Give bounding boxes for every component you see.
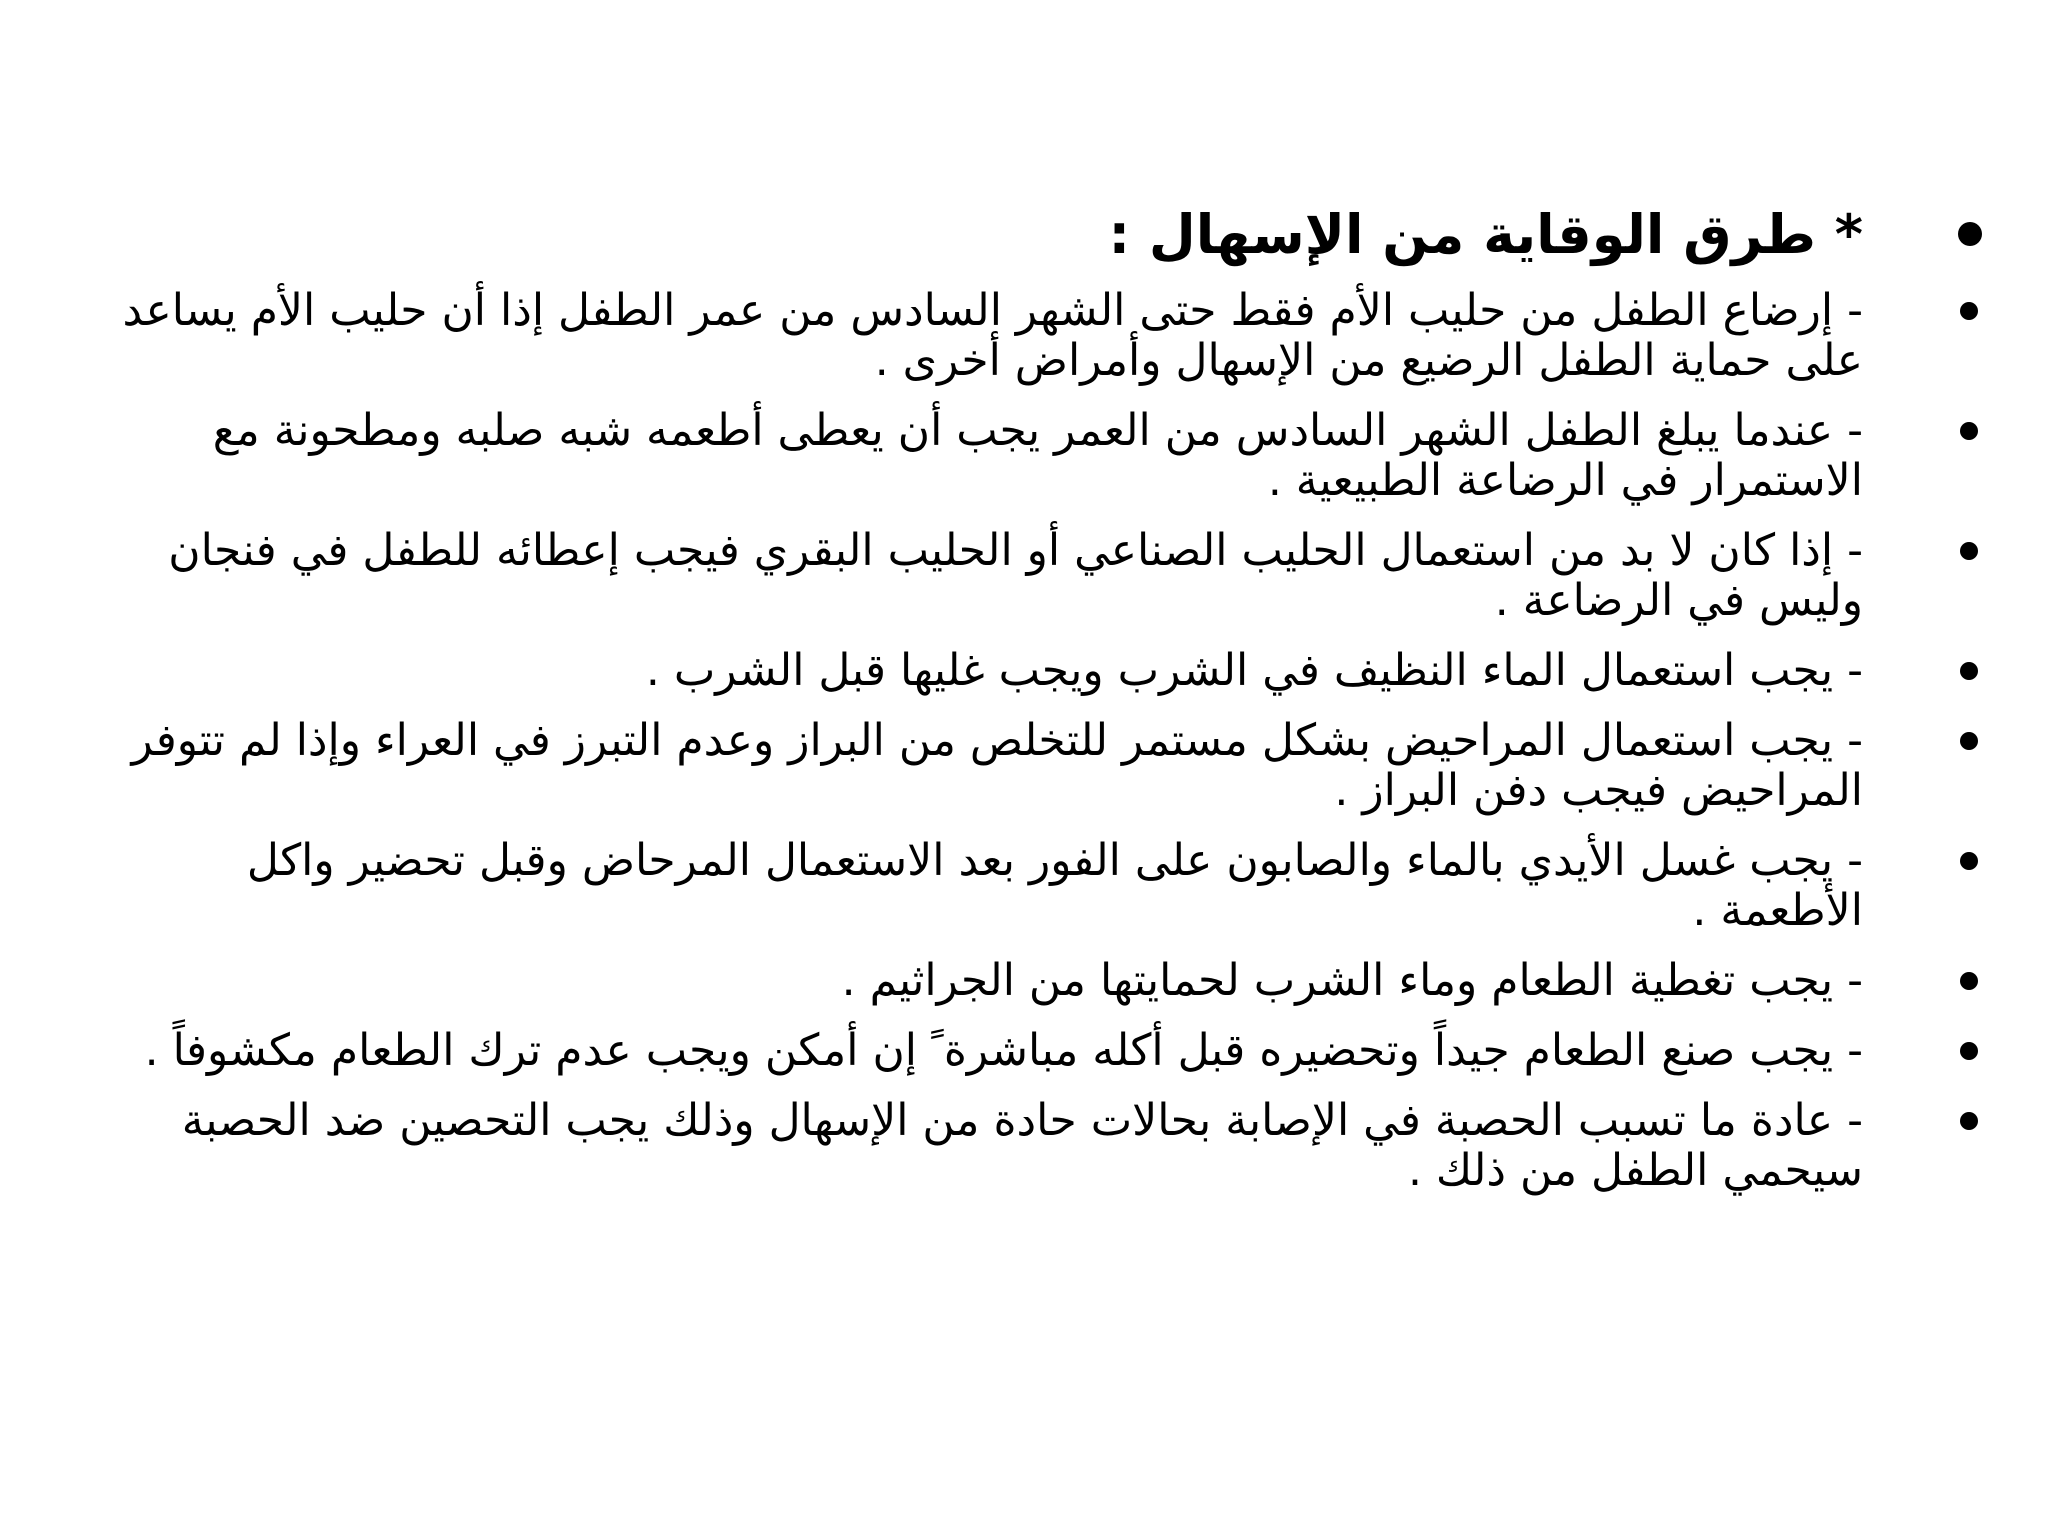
list-item-text: - يجب صنع الطعام جيداً وتحضيره قبل أكله مباشرة ً إن أمكن ويجب عدم ترك الطعام مكشوفاً .	[144, 1025, 1863, 1076]
slide-heading	[28, 200, 1978, 270]
list-item	[28, 1026, 1978, 1076]
list-item-text: - إرضاع الطفل من حليب الأم فقط حتى الشهر السادس من عمر الطفل إذا أن حليب الأم يساعد على حماية الطفل الرضيع من الإسهال وأمراض أخرى .	[122, 285, 1863, 386]
list-item-text: - يجب تغطية الطعام وماء الشرب لحمايتها من الجراثيم .	[841, 955, 1863, 1006]
list-item	[28, 646, 1978, 696]
list-item-text: - إذا كان لا بد من استعمال الحليب الصناعي أو الحليب البقري فيجب إعطائه للطفل في فنجان وليس في الرضاعة .	[168, 525, 1863, 626]
list-item	[28, 286, 1978, 386]
bullet-icon	[1960, 662, 1978, 680]
list-item-text: - عندما يبلغ الطفل الشهر السادس من العمر يجب أن يعطى أطعمه شبه صلبه ومطحونة مع الاستمرار في الرضاعة الطبيعية .	[212, 405, 1863, 506]
bullet-icon	[1960, 1042, 1978, 1060]
list-item	[28, 526, 1978, 626]
bullet-icon	[1960, 972, 1978, 990]
bullet-icon	[1960, 422, 1978, 440]
list-item-text: - يجب استعمال المراحيض بشكل مستمر للتخلص من البراز وعدم التبرز في العراء وإذا لم تتوفر المراحيض فيجب دفن البراز .	[131, 715, 1863, 816]
bullet-icon	[1960, 302, 1978, 320]
bullet-icon	[1960, 1112, 1978, 1130]
list-item-text: - عادة ما تسبب الحصبة في الإصابة بحالات حادة من الإسهال وذلك يجب التحصين ضد الحصبة سيحمي الطفل من ذلك .	[181, 1095, 1863, 1196]
bullet-icon	[1960, 732, 1978, 750]
bullet-icon	[1958, 222, 1982, 246]
heading-text: * طرق الوقاية من الإسهال :	[1108, 203, 1863, 266]
list-item	[28, 836, 1978, 936]
bullet-icon	[1960, 852, 1978, 870]
list-item	[28, 956, 1978, 1006]
list-item-text: - يجب غسل الأيدي بالماء والصابون على الفور بعد الاستعمال المرحاض وقبل تحضير واكل الأطعمة .	[246, 835, 1863, 936]
list-item-text: - يجب استعمال الماء النظيف في الشرب ويجب غليها قبل الشرب .	[645, 645, 1863, 696]
list-item	[28, 716, 1978, 816]
bullet-list	[28, 200, 1978, 1216]
bullet-icon	[1960, 542, 1978, 560]
list-item	[28, 406, 1978, 506]
list-item	[28, 1096, 1978, 1196]
